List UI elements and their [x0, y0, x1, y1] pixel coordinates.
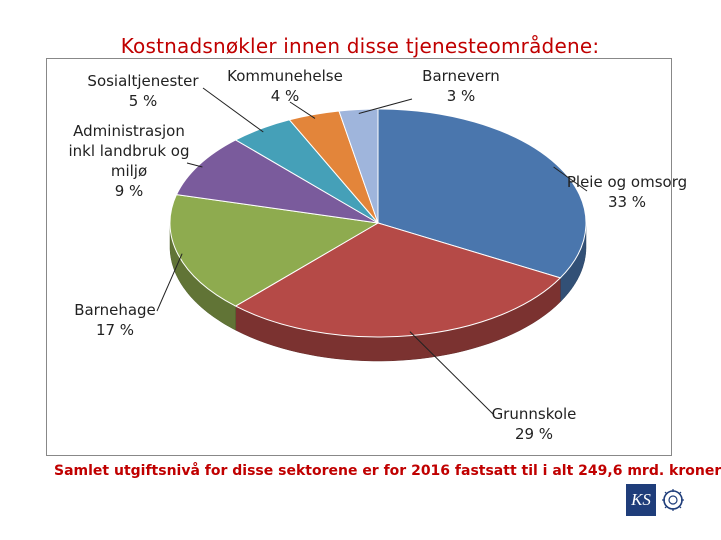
- slice-label-line: Barnevern: [422, 67, 500, 85]
- ks-logo-text: KS: [626, 484, 656, 516]
- leader-line-sosialtjenester: [203, 88, 263, 132]
- slice-label-administrasjon-inkl-landbruk-og-milj: [68, 122, 189, 200]
- slice-label-line: Kommunehelse: [227, 67, 343, 85]
- leader-line-barnehage: [157, 254, 182, 311]
- slice-value-sosialtjenester: 5 %: [128, 92, 158, 110]
- slice-label-line: Administrasjon: [73, 122, 185, 140]
- slice-label-kommunehelse: [227, 67, 343, 105]
- seal-icon: [660, 486, 686, 514]
- pie-chart: [47, 59, 688, 457]
- slice-label-line: Pleie og omsorg: [566, 173, 688, 191]
- pie-slices: [170, 109, 586, 337]
- slice-label-line: Barnehage: [74, 301, 156, 319]
- slice-label-line: inkl landbruk og: [68, 142, 190, 160]
- slice-value-kommunehelse: 4 %: [270, 87, 300, 105]
- slice-label-grunnskole: [492, 405, 577, 443]
- slice-label-line: miljø: [110, 162, 148, 180]
- slice-label-line: Sosialtjenester: [87, 72, 199, 90]
- chart-area: [46, 58, 688, 456]
- slice-value-administrasjon-inkl-landbruk-og-milj: 9 %: [114, 182, 144, 200]
- footer-note: Samlet utgiftsnivå for disse sektorene er for 2016 fastsatt til i alt 249,6 mrd. kroner: [54, 463, 721, 479]
- slice-value-barnevern: 3 %: [446, 87, 476, 105]
- slice-label-barnevern: [422, 67, 500, 105]
- slice-label-sosialtjenester: [87, 72, 199, 110]
- chart-title: Kostnadsnøkler innen disse tjenesteområdene:: [120, 34, 600, 58]
- slice-label-line: Grunnskole: [491, 405, 577, 423]
- slice-value-barnehage: 17 %: [95, 321, 135, 339]
- slice-label-pleie-og-omsorg: [567, 173, 687, 211]
- slice-value-grunnskole: 29 %: [514, 425, 554, 443]
- ks-logo: [626, 484, 688, 516]
- slice-value-pleie-og-omsorg: 33 %: [607, 193, 647, 211]
- slice-label-barnehage: [74, 301, 156, 339]
